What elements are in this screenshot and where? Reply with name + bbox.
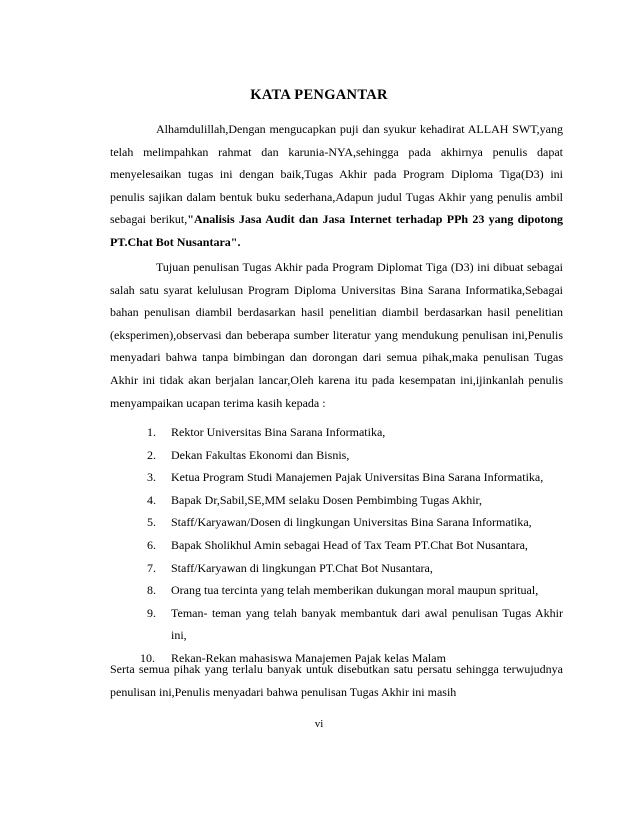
paragraph-closing: Serta semua pihak yang terlalu banyak untuk disebutkan satu persatu sehingga terwujudnya penulisan ini,Penulis menyadari bahwa penulisan Tugas Akhir ini masih xyxy=(110,662,563,699)
list-item-number: 7. xyxy=(147,560,156,575)
list-item-text: Teman- teman yang telah banyak membantuk dari awal penulisan Tugas Akhir ini, xyxy=(171,605,563,643)
list-item-text: Staff/Karyawan di lingkungan PT.Chat Bot Nusantara, xyxy=(171,560,433,575)
list-item-text: Rektor Universitas Bina Sarana Informatika, xyxy=(171,425,386,439)
page-number: vi xyxy=(314,718,324,730)
page-title: KATA PENGANTAR xyxy=(250,87,388,103)
list-item xyxy=(110,579,563,602)
list-item-number: 10. xyxy=(140,650,155,665)
list-item-number: 3. xyxy=(147,470,156,485)
list-item-number: 6. xyxy=(147,537,156,552)
list-item-text: Dekan Fakultas Ekonomi dan Bisnis, xyxy=(171,447,350,462)
list-item-text: Orang tua tercinta yang telah memberikan dukungan moral maupun spritual, xyxy=(171,583,539,598)
list-item-text: Rekan-Rekan mahasiswa Manajemen Pajak kelas Malam xyxy=(171,650,446,665)
list-item xyxy=(110,489,563,512)
list-item-text: Ketua Program Studi Manajemen Pajak Universitas Bina Sarana Informatika, xyxy=(171,470,544,485)
list-item xyxy=(110,602,563,647)
paragraph-opening-text: Alhamdulillah,Dengan mengucapkan puji dan syukur kehadirat ALLAH SWT,yang telah melimpahkan rahmat dan karunia-NYA,sehingga pada akhirnya penulis dapat menyelesaikan tugas ini dengan baik,Tugas Akhir pada Program Diploma Tiga(D3) ini penulis sajikan dalam bentuk buku sederhana,Adapun judul Tugas Akhir yang penulis ambil sebagai berikut, xyxy=(110,122,563,227)
thesis-title: "Analisis Jasa Audit dan Jasa Internet terhadap PPh 23 yang dipotong PT.Chat Bot Nusantara". xyxy=(110,212,563,249)
list-item xyxy=(110,421,563,444)
acknowledgement-list xyxy=(110,421,563,670)
list-item-number: 4. xyxy=(147,492,156,507)
list-item xyxy=(110,557,563,580)
paragraph-purpose: Tujuan penulisan Tugas Akhir pada Program Diplomat Tiga (D3) ini dibuat sebagai salah satu syarat kelulusan Program Diploma Universitas Bina Sarana Informatika,Sebagai bahan penulisan diambil berdasarkan hasil penelitian diambil berdasarkan hasil penelitian (eksperimen),observasi dan beberapa sumber literatur yang mendukung penulisan ini,Penulis menyadari bahwa tanpa bimbingan dan dorongan dari semua pihak,maka penulisan Tugas Akhir ini tidak akan berjalan lancar,Oleh karena itu pada kesempatan ini,ijinkanlah penulis menyampaikan ucapan terima kasih kepada : xyxy=(110,260,563,410)
list-item xyxy=(110,511,563,534)
list-item-text: Bapak Sholikhul Amin sebagai Head of Tax Team PT.Chat Bot Nusantara, xyxy=(171,537,528,552)
list-item-number: 9. xyxy=(147,605,156,620)
list-item-number: 1. xyxy=(147,425,156,439)
list-item-number: 2. xyxy=(147,447,156,462)
list-item-number: 5. xyxy=(147,515,156,530)
list-item xyxy=(110,534,563,557)
list-item-text: Staff/Karyawan/Dosen di lingkungan Universitas Bina Sarana Informatika, xyxy=(171,515,532,530)
paragraph-opening xyxy=(110,118,563,254)
list-item xyxy=(110,444,563,467)
list-item xyxy=(110,466,563,489)
list-item-text: Bapak Dr,Sabil,SE,MM selaku Dosen Pembimbing Tugas Akhir, xyxy=(171,492,483,507)
list-item-number: 8. xyxy=(147,583,156,598)
